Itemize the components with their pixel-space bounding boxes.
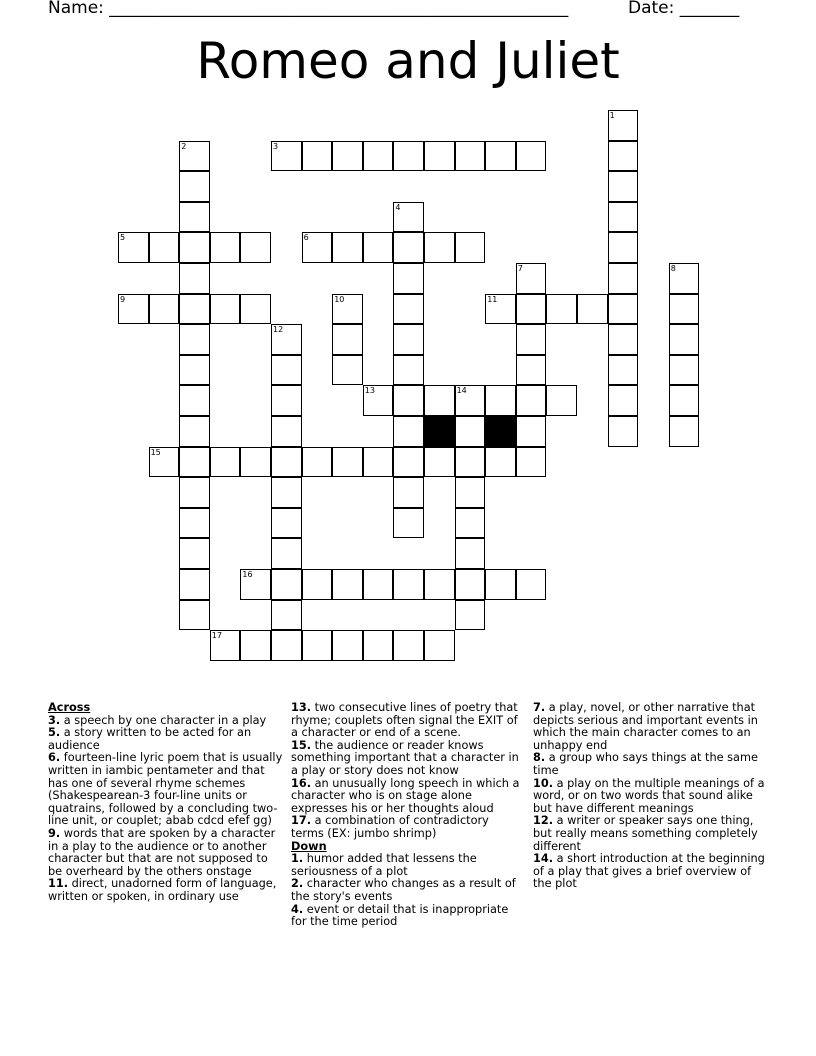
grid-cell[interactable]: [516, 141, 547, 172]
clues-column-2: [291, 702, 525, 929]
grid-cell[interactable]: [393, 141, 424, 172]
grid-cell[interactable]: [669, 355, 700, 386]
grid-cell[interactable]: [455, 477, 486, 508]
across-clue-5: 5. a story written to be acted for an audience: [48, 726, 252, 752]
grid-cell[interactable]: [577, 294, 608, 325]
grid-cell[interactable]: [302, 447, 333, 478]
clue-number-11: 11: [487, 294, 498, 304]
grid-cell[interactable]: [424, 447, 455, 478]
grid-cell[interactable]: [332, 324, 363, 355]
clue-number-17: 17: [211, 631, 222, 641]
clue-number-14: 14: [456, 386, 467, 396]
grid-cell[interactable]: [485, 385, 516, 416]
grid-cell[interactable]: [179, 385, 210, 416]
grid-cell[interactable]: [240, 232, 271, 263]
grid-cell[interactable]: [393, 508, 424, 539]
across-clue-15: 15. the audience or reader knows something important that a character in a play or story does not know: [291, 738, 519, 777]
across-clue-3: 3. a speech by one character in a play: [48, 713, 267, 727]
clue-number-10: 10: [334, 294, 345, 304]
grid-cell[interactable]: [608, 355, 639, 386]
date-label: Date:: [628, 0, 675, 18]
grid-cell[interactable]: [393, 355, 424, 386]
grid-cell[interactable]: [669, 416, 700, 447]
grid-cell[interactable]: [669, 385, 700, 416]
grid-cell[interactable]: [271, 477, 302, 508]
grid-cell[interactable]: [179, 508, 210, 539]
grid-cell[interactable]: [669, 294, 700, 325]
grid-cell[interactable]: [455, 508, 486, 539]
clue-number-6: 6: [303, 233, 309, 243]
grid-cell[interactable]: [240, 630, 271, 661]
across-clue-6: 6. fourteen-line lyric poem that is usually written in iambic pentameter and that has one of several rhyme schemes (Shakespearean-3 four-line units or quatrains, followed by a concluding two-line unit, or couplet; abab cdcd efef gg): [48, 751, 283, 828]
grid-cell[interactable]: [455, 538, 486, 569]
grid-cell[interactable]: [424, 385, 455, 416]
clue-number-15: 15: [150, 447, 161, 457]
page-title: Romeo and Juliet: [196, 32, 620, 90]
grid-cell[interactable]: [271, 416, 302, 447]
across-clue-9: 9. words that are spoken by a character in a play to the audience or to another character but that are not supposed to be overheard by the others onstage: [48, 826, 276, 878]
clue-number-8: 8: [670, 264, 676, 273]
clues-column-1: [48, 702, 284, 904]
down-clue-10: 10. a play on the multiple meanings of a word, or on two words that sound alike but have different meanings: [533, 776, 765, 815]
clue-number-7: 7: [517, 264, 523, 273]
clue-number-5: 5: [120, 233, 126, 243]
grid-cell[interactable]: [149, 232, 180, 263]
grid-cell[interactable]: [210, 447, 241, 478]
grid-cell[interactable]: [516, 355, 547, 386]
grid-cell[interactable]: [302, 569, 333, 600]
clue-number-9: 9: [120, 294, 126, 304]
grid-cell[interactable]: [179, 171, 210, 202]
clue-number-12: 12: [273, 325, 284, 335]
grid-cell[interactable]: [302, 141, 333, 172]
grid-cell[interactable]: [179, 477, 210, 508]
grid-cell[interactable]: [332, 141, 363, 172]
grid-cell[interactable]: [179, 600, 210, 631]
grid-cell[interactable]: [363, 141, 394, 172]
grid-cell[interactable]: [455, 232, 486, 263]
grid-cell[interactable]: [332, 232, 363, 263]
grid-cell[interactable]: [393, 569, 424, 600]
clues-column-3: [533, 702, 769, 891]
grid-cell[interactable]: [455, 416, 486, 447]
grid-cell[interactable]: [424, 569, 455, 600]
grid-cell[interactable]: [393, 477, 424, 508]
grid-cell[interactable]: [179, 416, 210, 447]
grid-cell[interactable]: [271, 385, 302, 416]
down-clue-12: 12. a writer or speaker says one thing, but really means something completely different: [533, 814, 758, 853]
grid-cell[interactable]: [393, 324, 424, 355]
grid-cell[interactable]: [332, 355, 363, 386]
down-clue-4: 4. event or detail that is inappropriate for the time period: [291, 902, 509, 929]
grid-cell[interactable]: [393, 630, 424, 661]
across-heading: Across: [48, 701, 91, 714]
down-clue-1: 1. humor added that lessens the seriousness of a plot: [291, 852, 477, 878]
black-square: [424, 416, 455, 447]
down-heading: Down: [291, 839, 327, 853]
grid-cell[interactable]: [455, 447, 486, 478]
grid-cell[interactable]: [393, 385, 424, 416]
grid-cell[interactable]: [363, 569, 394, 600]
across-clue-13: 13. two consecutive lines of poetry that rhyme; couplets often signal the EXIT of a character or end of a scene.: [291, 701, 518, 740]
grid-cell[interactable]: [516, 416, 547, 447]
grid-cell[interactable]: [179, 324, 210, 355]
grid-cell[interactable]: [271, 630, 302, 661]
grid-cell[interactable]: [516, 447, 547, 478]
clue-number-13: 13: [364, 386, 375, 396]
grid-cell[interactable]: [179, 447, 210, 478]
name-label: Name:: [48, 0, 104, 18]
across-clue-16: 16. an unusually long speech in which a character who is on stage alone expresses his or her thoughts aloud: [291, 776, 520, 815]
clue-number-3: 3: [273, 141, 279, 151]
grid-cell[interactable]: [608, 263, 639, 294]
grid-cell[interactable]: [240, 447, 271, 478]
grid-cell[interactable]: [608, 385, 639, 416]
grid-cell[interactable]: [516, 569, 547, 600]
grid-cell[interactable]: [332, 630, 363, 661]
grid-cell[interactable]: [455, 569, 486, 600]
grid-cell[interactable]: [669, 324, 700, 355]
grid-cell[interactable]: [332, 447, 363, 478]
down-clue-14: 14. a short introduction at the beginning of a play that gives a brief overview of the plot: [533, 852, 765, 891]
grid-cell[interactable]: [485, 141, 516, 172]
grid-cell[interactable]: [179, 538, 210, 569]
name-line[interactable]: ______________________________________________________: [109, 0, 569, 18]
grid-cell[interactable]: [363, 630, 394, 661]
grid-cell[interactable]: [271, 355, 302, 386]
grid-cell[interactable]: [516, 294, 547, 325]
grid-cell[interactable]: [179, 355, 210, 386]
grid-cell[interactable]: [179, 294, 210, 325]
grid-cell[interactable]: [455, 141, 486, 172]
black-square: [485, 416, 516, 447]
grid-cell[interactable]: [332, 569, 363, 600]
grid-cell[interactable]: [608, 416, 639, 447]
clue-number-2: 2: [181, 141, 187, 151]
across-clue-11: 11. direct, unadorned form of language, written or spoken, in ordinary use: [48, 877, 277, 903]
grid-cell[interactable]: [608, 141, 639, 172]
grid-cell[interactable]: [455, 600, 486, 631]
grid-cell[interactable]: [608, 294, 639, 325]
grid-cell[interactable]: [179, 569, 210, 600]
across-clue-17: 17. a combination of contradictory terms (EX: jumbo shrimp): [291, 814, 489, 840]
grid-cell[interactable]: [393, 263, 424, 294]
grid-cell[interactable]: [179, 263, 210, 294]
grid-cell[interactable]: [271, 447, 302, 478]
grid-cell[interactable]: [608, 324, 639, 355]
grid-cell[interactable]: [546, 294, 577, 325]
grid-cell[interactable]: [271, 600, 302, 631]
grid-cell[interactable]: [149, 294, 180, 325]
grid-cell[interactable]: [210, 294, 241, 325]
grid-cell[interactable]: [424, 630, 455, 661]
clue-number-1: 1: [609, 111, 615, 120]
grid-cell[interactable]: [546, 385, 577, 416]
grid-cell[interactable]: [179, 202, 210, 233]
grid-cell[interactable]: [363, 447, 394, 478]
grid-cell[interactable]: [302, 630, 333, 661]
grid-cell[interactable]: [179, 232, 210, 263]
grid-cell[interactable]: [271, 538, 302, 569]
grid-cell[interactable]: [485, 447, 516, 478]
down-clue-8: 8. a group who says things at the same time: [533, 751, 758, 777]
grid-cell[interactable]: [393, 294, 424, 325]
grid-cell[interactable]: [608, 232, 639, 263]
clue-number-4: 4: [395, 202, 401, 212]
grid-cell[interactable]: [608, 171, 639, 202]
date-line[interactable]: _______: [679, 0, 740, 18]
grid-cell[interactable]: [393, 232, 424, 263]
clue-number-16: 16: [242, 570, 253, 579]
grid-cell[interactable]: [240, 294, 271, 325]
grid-cell[interactable]: [363, 232, 394, 263]
grid-cell[interactable]: [271, 508, 302, 539]
grid-cell[interactable]: [516, 324, 547, 355]
grid-cell[interactable]: [485, 569, 516, 600]
grid-cell[interactable]: [424, 141, 455, 172]
grid-cell[interactable]: [393, 416, 424, 447]
grid-cell[interactable]: [393, 447, 424, 478]
grid-cell[interactable]: [424, 232, 455, 263]
grid-cell[interactable]: [516, 385, 547, 416]
down-clue-2: 2. character who changes as a result of the story's events: [291, 877, 516, 903]
grid-cell[interactable]: [271, 569, 302, 600]
down-clue-7: 7. a play, novel, or other narrative that depicts serious and important events in which the main character comes to an unhappy end: [533, 701, 758, 752]
grid-cell[interactable]: [608, 202, 639, 233]
grid-cell[interactable]: [210, 232, 241, 263]
